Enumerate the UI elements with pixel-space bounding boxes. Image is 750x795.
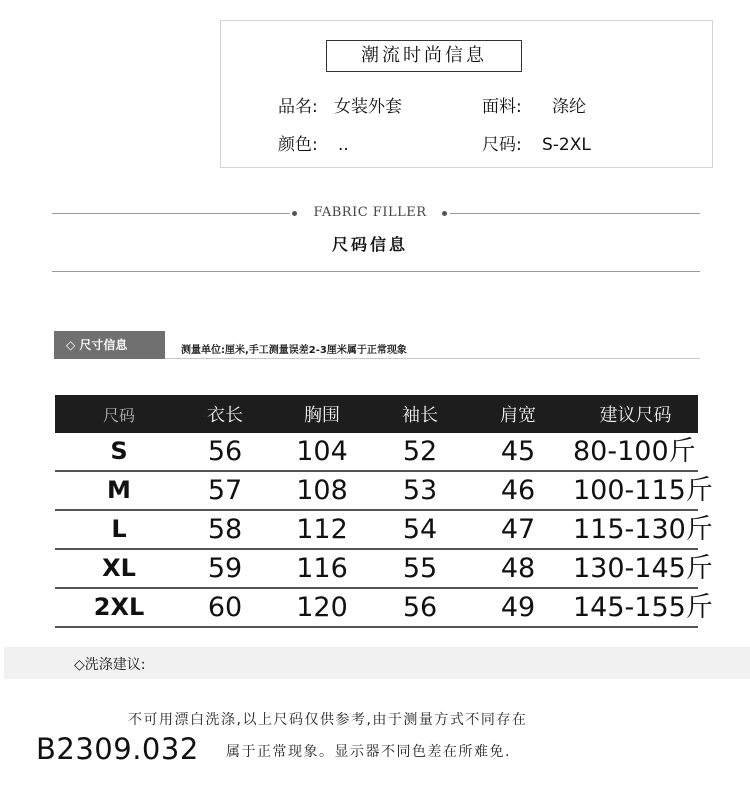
cell-sleeve: 52 bbox=[377, 433, 463, 471]
fabric-filler-label: FABRIC FILLER bbox=[313, 205, 427, 220]
cell-length: 56 bbox=[183, 433, 267, 471]
table-row bbox=[55, 471, 698, 510]
cell-recommended: 115-130斤 bbox=[573, 510, 698, 549]
table-row bbox=[55, 549, 698, 588]
cell-sleeve: 55 bbox=[377, 549, 463, 588]
table-header-row bbox=[55, 395, 698, 433]
header-shoulder: 肩宽 bbox=[463, 395, 573, 433]
table-row bbox=[55, 588, 698, 627]
size-table bbox=[55, 395, 713, 628]
washing-note-line-2: 属于正常现象。显示器不同色差在所难免. bbox=[226, 744, 511, 760]
divider-right bbox=[450, 213, 700, 214]
section-heading: 尺码信息 bbox=[331, 235, 408, 254]
color-label: 颜色: bbox=[278, 135, 318, 155]
cell-recommended: 145-155斤 bbox=[573, 588, 698, 627]
cell-shoulder: 45 bbox=[463, 433, 573, 471]
size-tab-underline bbox=[165, 358, 700, 359]
cell-size: S bbox=[55, 433, 183, 471]
cell-shoulder: 49 bbox=[463, 588, 573, 627]
product-name-label: 品名: bbox=[278, 97, 318, 117]
product-name-value: 女装外套 bbox=[334, 97, 402, 117]
size-info-tab: ◇ 尺寸信息 bbox=[54, 331, 165, 359]
header-length: 衣长 bbox=[183, 395, 267, 433]
cell-chest: 112 bbox=[267, 510, 377, 549]
cell-length: 58 bbox=[183, 510, 267, 549]
cell-chest: 120 bbox=[267, 588, 377, 627]
color-value: .. bbox=[338, 135, 349, 155]
size-range-value: S-2XL bbox=[542, 135, 591, 155]
cell-recommended: 80-100斤 bbox=[573, 433, 698, 471]
cell-recommended: 100-115斤 bbox=[573, 471, 698, 510]
info-card-title: 潮流时尚信息 bbox=[326, 40, 522, 72]
fabric-label: 面料: bbox=[482, 97, 522, 117]
header-size: 尺码 bbox=[55, 395, 183, 433]
cell-chest: 104 bbox=[267, 433, 377, 471]
cell-shoulder: 48 bbox=[463, 549, 573, 588]
cell-recommended: 130-145斤 bbox=[573, 549, 698, 588]
cell-length: 60 bbox=[183, 588, 267, 627]
cell-length: 59 bbox=[183, 549, 267, 588]
divider-left bbox=[52, 213, 290, 214]
header-recommended: 建议尺码 bbox=[573, 395, 698, 433]
header-chest: 胸围 bbox=[267, 395, 377, 433]
cell-shoulder: 47 bbox=[463, 510, 573, 549]
header-sleeve: 袖长 bbox=[377, 395, 463, 433]
cell-size: L bbox=[55, 510, 183, 549]
section-bottom-rule bbox=[52, 271, 700, 272]
cell-shoulder: 46 bbox=[463, 471, 573, 510]
size-range-label: 尺码: bbox=[482, 135, 522, 155]
divider-dot-left bbox=[292, 211, 297, 216]
cell-sleeve: 56 bbox=[377, 588, 463, 627]
washing-note-line-1: 不可用漂白洗涤,以上尺码仅供参考,由于测量方式不同存在 bbox=[128, 712, 528, 728]
cell-chest: 116 bbox=[267, 549, 377, 588]
fabric-value: 涤纶 bbox=[552, 97, 586, 117]
washing-advice-label: ◇洗涤建议: bbox=[74, 657, 146, 673]
table-row bbox=[55, 433, 698, 471]
cell-size: M bbox=[55, 471, 183, 510]
cell-length: 57 bbox=[183, 471, 267, 510]
cell-chest: 108 bbox=[267, 471, 377, 510]
measurement-note: 测量单位:厘米,手工测量误差2-3厘米属于正常现象 bbox=[181, 345, 407, 356]
cell-sleeve: 53 bbox=[377, 471, 463, 510]
table-row bbox=[55, 510, 698, 549]
product-code: B2309.032 bbox=[36, 732, 199, 766]
cell-sleeve: 54 bbox=[377, 510, 463, 549]
divider-dot-right bbox=[442, 211, 447, 216]
cell-size: 2XL bbox=[55, 588, 183, 627]
cell-size: XL bbox=[55, 549, 183, 588]
